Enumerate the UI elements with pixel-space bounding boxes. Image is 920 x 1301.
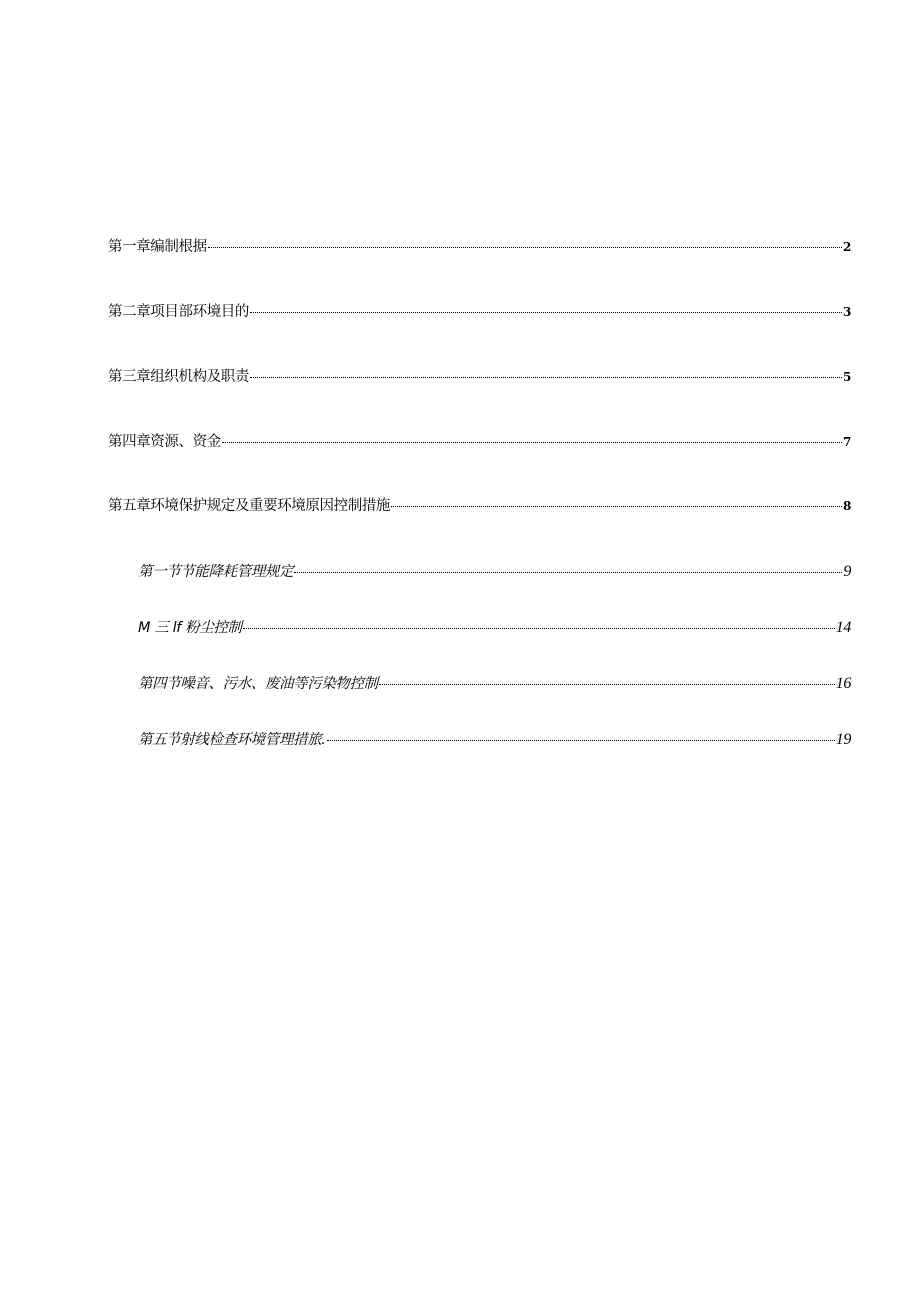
toc-chapter-4[interactable] [108,431,851,453]
toc-page-number: 16 [835,675,851,692]
toc-entry-title: 第五节射线检查环境管理措旅. [138,732,326,748]
toc-chapter-5[interactable] [108,495,851,517]
toc-page-number: 14 [835,619,851,636]
toc-entry-title: 第五章环境保护规定及重要环境原因控制措施 [108,498,390,514]
toc-section-3[interactable] [138,673,851,695]
toc-chapter-3[interactable] [108,366,851,388]
toc-page-number: 19 [835,731,851,748]
toc-dot-leader [250,377,842,378]
toc-entry-title: 第四章资源、资金 [108,434,221,450]
toc-entry-title: 第一章编制根据 [108,239,207,255]
toc-dot-leader [379,684,835,685]
toc-page-number: 3 [843,305,851,319]
toc-section-2[interactable] [138,617,851,639]
toc-page-number: 8 [843,499,851,513]
toc-chapter-1[interactable] [108,236,851,258]
toc-entry-title: 第二章项目部环境目的 [108,304,249,320]
toc-section-4[interactable] [138,729,851,751]
toc-entry-title: M 三 lf 粉尘控制 [138,620,242,636]
toc-dot-leader [222,442,842,443]
toc-dot-leader [243,628,835,629]
toc-dot-leader [391,506,842,507]
toc-chapter-2[interactable] [108,301,851,323]
toc-page-number: 7 [843,435,851,449]
toc-dot-leader [294,572,842,573]
toc-page-number: 9 [843,563,851,580]
toc-section-1[interactable] [138,561,851,583]
toc-dot-leader [208,247,842,248]
toc-dot-leader [327,740,835,741]
toc-page-number: 5 [843,370,851,384]
toc-entry-title: 第一节节能降耗管理规定 [138,564,294,580]
toc-entry-title: 第四节噪音、污水、废油等污染物控制 [138,676,378,692]
toc-entry-title: 第三章组织机构及职责 [108,369,249,385]
toc-dot-leader [250,312,842,313]
toc-page-number: 2 [843,240,851,254]
